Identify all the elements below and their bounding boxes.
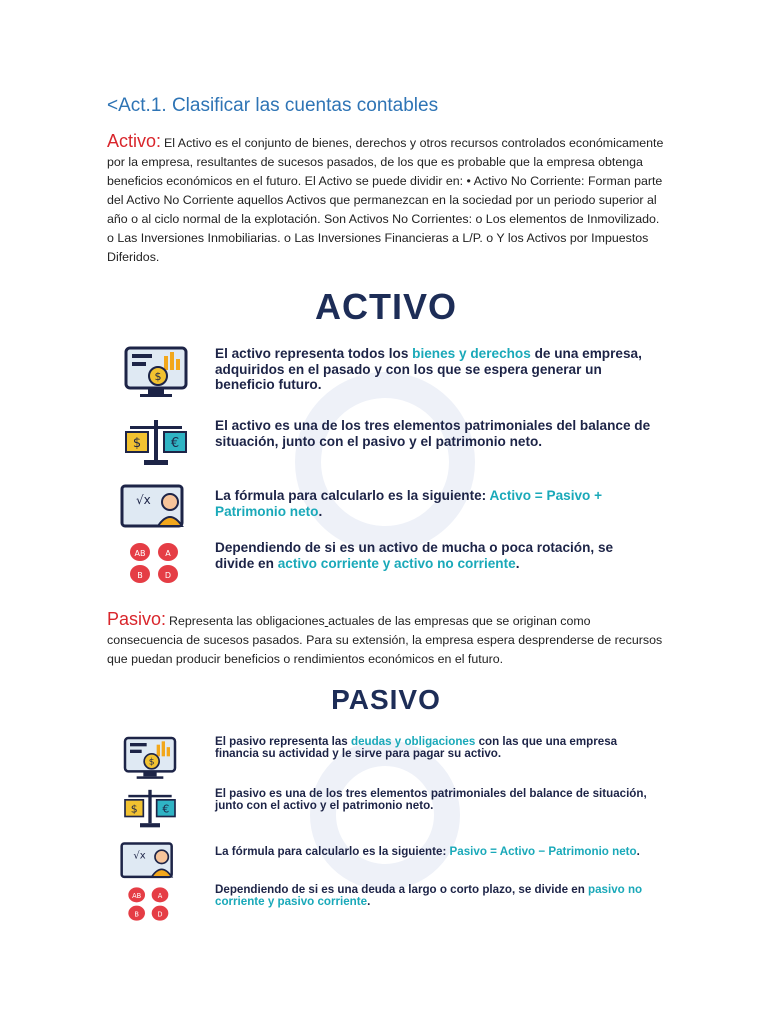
pasivo-paragraph: Pasivo: Representa las obligaciones actuales de las empresas que se originan como consecuencia de sucesos pasados. Para su extensión, la empresa espera desprenderse de recursos que puedan producir beneficios o rendimientos económicos en el futuro.	[107, 609, 663, 666]
svg-text:D: D	[157, 910, 163, 919]
activo-lead: Activo:	[107, 131, 162, 151]
svg-text:√x: √x	[133, 850, 146, 862]
svg-text:D: D	[164, 571, 172, 580]
svg-text:$: $	[130, 802, 138, 816]
svg-text:AB: AB	[132, 892, 142, 901]
svg-text:AB: AB	[134, 549, 146, 558]
svg-text:$: $	[132, 436, 142, 451]
abcd-options-icon	[120, 884, 180, 929]
balance-scale-icon	[120, 788, 180, 835]
activo-paragraph	[107, 132, 667, 267]
activo-row-1-text: El activo representa todos los bienes y derechos de una empresa, adquiridos en el pasado y con los que se espera generar un beneficio futuro.	[215, 346, 642, 392]
activo-text: El Activo es el conjunto de bienes, derechos y otros recursos controlados económicamente por la empresa, resultantes de sucesos pasados, de los que es probable que la empresa obtenga beneficios económicos en el futuro. El Activo se puede dividir en: • Activo No Corriente: Forman parte del Activo No Corriente aquellos Activos que permanezcan en la sociedad por un periodo superior al año o al ciclo normal de la explotación. Son Activos No Corrientes: o Los elementos de Inmovilizado. o Las Inversiones Inmobiliarias. o Las Inversiones Financieras a L/P. o Y los Activos por Impuestos Diferidos.	[107, 136, 664, 264]
pasivo-card-title: PASIVO	[331, 684, 441, 715]
svg-text:$: $	[148, 756, 155, 768]
pasivo-lead: Pasivo:	[107, 609, 167, 629]
pasivo-row-1-text: El pasivo representa las deudas y obligaciones con las que una empresa financia su actividad y le sirve para pagar su activo.	[215, 735, 618, 761]
pasivo-row-4-text: Dependiendo de si es una deuda a largo o corto plazo, se divide en pasivo no corriente y pasivo corriente.	[215, 883, 643, 909]
svg-text:€: €	[162, 802, 170, 816]
pasivo-row-3-text: La fórmula para calcularlo es la siguiente: Pasivo = Activo − Patrimonio neto.	[215, 845, 640, 858]
page-heading: <Act.1. Clasificar las cuentas contables	[107, 95, 439, 116]
teacher-formula-icon	[120, 840, 180, 887]
activo-row-4-text: Dependiendo de si es un activo de mucha o poca rotación, se divide en activo corriente y activo no corriente.	[215, 540, 614, 571]
teacher-formula-icon	[120, 482, 192, 537]
balance-scale-icon	[120, 418, 192, 473]
svg-text:B: B	[134, 910, 139, 919]
activo-row-2-text: El activo es una de los tres elementos patrimoniales del balance de situación, junto con el pasivo y el patrimonio neto.	[215, 418, 651, 449]
svg-text:B: B	[137, 571, 143, 580]
abcd-options-icon	[120, 540, 192, 591]
activo-card-title: ACTIVO	[314, 286, 457, 327]
svg-text:A: A	[165, 549, 171, 558]
monitor-chart-icon	[120, 346, 192, 403]
svg-text:€: €	[170, 436, 180, 451]
pasivo-row-2-text: El pasivo es una de los tres elementos patrimoniales del balance de situación, junto con el activo y el patrimonio neto.	[215, 787, 647, 813]
watermark-circle	[295, 372, 475, 552]
activo-row-3-text: La fórmula para calcularlo es la siguiente: Activo = Pasivo + Patrimonio neto.	[215, 488, 603, 519]
monitor-chart-icon	[120, 736, 180, 785]
svg-text:$: $	[154, 370, 162, 383]
activo-infographic	[110, 282, 662, 600]
watermark-circle	[310, 740, 460, 890]
pasivo-infographic	[110, 680, 662, 930]
svg-text:√x: √x	[136, 493, 151, 507]
svg-text:A: A	[157, 892, 163, 901]
